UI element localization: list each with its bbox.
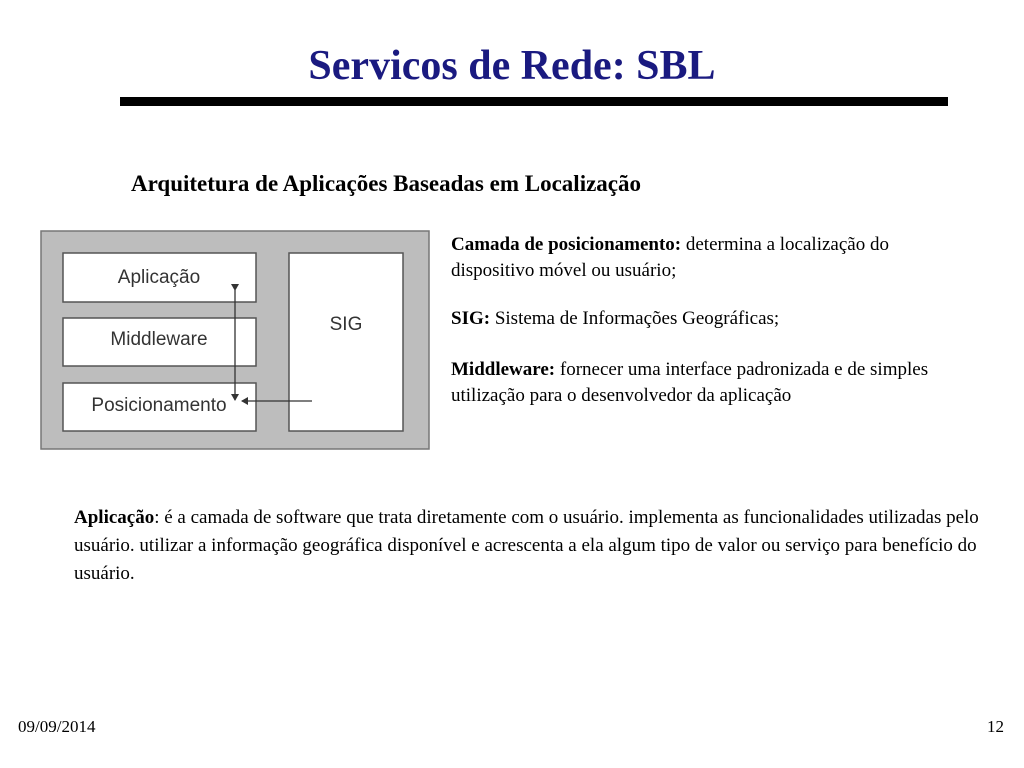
architecture-diagram-svg bbox=[40, 230, 430, 450]
architecture-diagram bbox=[40, 230, 430, 450]
page-number: 12 bbox=[987, 717, 1004, 736]
definition-text: Sistema de Informações Geográficas; bbox=[490, 308, 780, 329]
title-underline bbox=[120, 97, 948, 106]
layer-label-posicionamento: Posicionamento bbox=[91, 395, 227, 416]
definition-sig bbox=[451, 306, 971, 332]
sig-box bbox=[289, 253, 403, 431]
definition-text: determina a localização do dispositivo móvel ou usuário; bbox=[451, 234, 889, 281]
paragraph-term: Aplicação bbox=[74, 507, 155, 528]
layer-label-aplicacao: Aplicação bbox=[117, 267, 201, 288]
definition-text: fornecer uma interface padronizada e de simples utilização para o desenvolvedor da aplicação bbox=[451, 359, 929, 406]
definitions-list bbox=[451, 232, 971, 409]
definition-camada bbox=[451, 232, 971, 284]
layer-label-middleware: Middleware bbox=[110, 329, 208, 350]
sig-label: SIG bbox=[329, 314, 363, 335]
definition-term: SIG: bbox=[451, 308, 491, 329]
definition-term: Camada de posicionamento: bbox=[451, 234, 682, 255]
footer-date: 09/09/2014 bbox=[18, 717, 96, 736]
definition-middleware bbox=[451, 357, 971, 409]
aplicacao-paragraph bbox=[74, 504, 979, 588]
paragraph-text: : é a camada de software que trata diretamente com o usuário. implementa as funcionalidades utilizadas pelo usuário. utilizar a informação geográfica disponível e acrescenta a ela algum tipo de valor ou serviço para benefício do usuário. bbox=[74, 507, 979, 584]
slide-subtitle: Arquitetura de Aplicações Baseadas em Localização bbox=[131, 171, 641, 196]
slide-title: Servicos de Rede: SBL bbox=[308, 43, 716, 89]
definition-term: Middleware: bbox=[451, 359, 556, 380]
